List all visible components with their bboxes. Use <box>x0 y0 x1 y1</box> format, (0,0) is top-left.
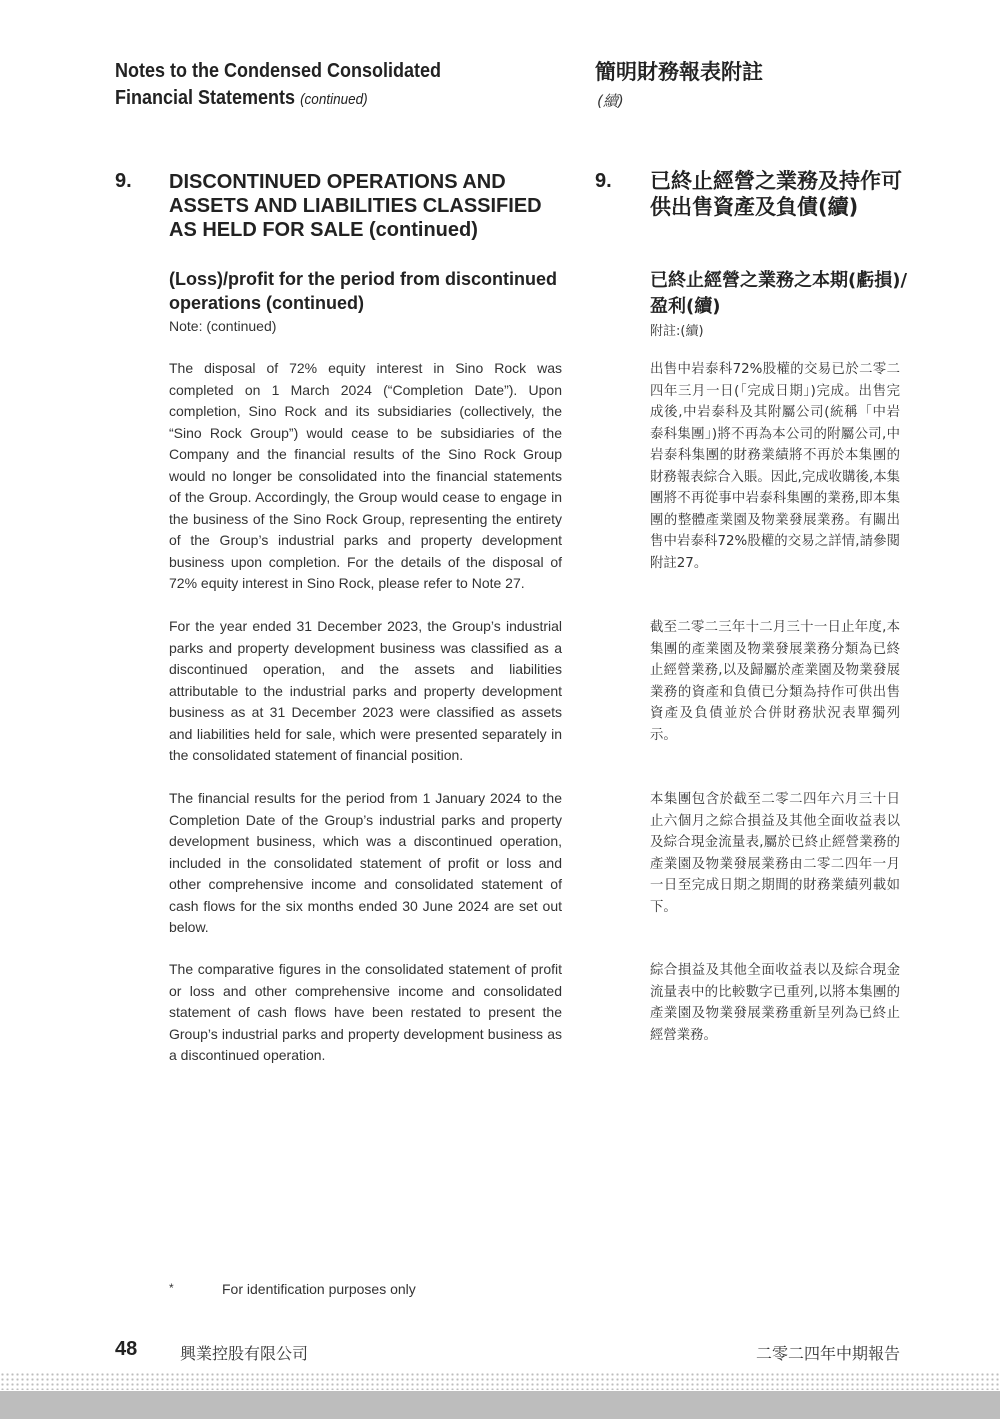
section-subtitle-en: (Loss)/profit for the period from discontinued operations (continued) <box>169 269 557 313</box>
footer-report-title: 二零二四年中期報告 <box>755 1344 900 1363</box>
footer-bar <box>0 1391 1000 1419</box>
footer-dot-pattern <box>0 1372 1000 1390</box>
header-title-en-line2-text: Financial Statements <box>115 87 296 109</box>
paragraph-zh-1: 出售中岩泰科72%股權的交易已於二零二四年三月一日(「完成日期」)完成。出售完成後,中岩泰科及其附屬公司(統稱「中岩泰科集團」)將不再為本公司的附屬公司,中岩泰科集團的財務業績將不再於本集團的財務報表綜合入賬。因此,完成收購後,本集團將不再從事中岩泰科集團的業務,即本集團的整體產業園及物業發展業務。有關出售中岩泰科72%股權的交易之詳情,請參閱附註27。 <box>650 362 900 571</box>
paragraph-zh-4: 綜合損益及其他全面收益表以及綜合現金流量表中的比較數字已重列,以將本集團的產業園及物業發展業務重新呈列為已終止經營業務。 <box>650 963 900 1043</box>
paragraph-en-4: The comparative figures in the consolidated statement of profit or loss and other comprehensive income and consolidated statement of cash flows have been restated to present the Group’s industrial parks and property development business as a discontinued operation. <box>169 961 562 1063</box>
paragraph-en-2: For the year ended 31 December 2023, the Group’s industrial parks and property development business was classified as a discontinued operation, and the assets and liabilities attributable to the industrial parks and property development business as at 31 December 2023 were classified as assets and liabilities held for sale, which were presented separately in the consolidated statement of financial position. <box>169 618 562 763</box>
footer-company-name: 興業控股有限公司 <box>180 1344 309 1363</box>
paragraph-zh-2: 截至二零二三年十二月三十一日止年度,本集團的產業園及物業發展業務分類為已終止經營業務,以及歸屬於產業園及物業發展業務的資產和負債已分類為持作可供出售資產及負債並於合併財務狀況表單獨列示。 <box>650 620 900 743</box>
section-subtitle-zh: 已終止經營之業務之本期(虧損)/盈利(續) <box>650 270 908 317</box>
paragraph-en-1: The disposal of 72% equity interest in Sino Rock was completed on 1 March 2024 (“Completion Date”). Upon completion, Sino Rock and its subsidiaries (collectively, the “Sino Rock Group”) would cease to be subsidiaries of the Company and the financial results of the Sino Rock Group would no longer be consolidated into the financial statements of the Group. Accordingly, the Group would cease to engage in the business of the Sino Rock Group, representing the entirety of the Group’s industrial parks and property development business upon completion. For the details of the disposal of 72% equity interest in Sino Rock, please refer to Note 27. <box>169 360 562 591</box>
section-title-en: DISCONTINUED OPERATIONS AND ASSETS AND LIABILITIES CLASSIFIED AS HELD FOR SALE (continued) <box>169 171 542 241</box>
header-title-en-line2 <box>115 85 441 113</box>
header-continued-zh: (續) <box>597 92 624 110</box>
section-note-zh: 附註:(續) <box>650 324 704 339</box>
section-note-en: Note: (continued) <box>169 318 277 334</box>
paragraph-en-3: The financial results for the period from 1 January 2024 to the Completion Date of the Group’s industrial parks and property development business, which was a discontinued operation, included in the consolidated statement of profit or loss and other comprehensive income and consolidated statement of cash flows for the six months ended 30 June 2024 are set out below. <box>169 790 562 935</box>
header-title-en <box>115 58 441 113</box>
header-title-en-line1: Notes to the Condensed Consolidated <box>115 60 442 82</box>
section-number-zh: 9. <box>595 170 612 192</box>
footnote-mark: * <box>169 1281 174 1295</box>
paragraph-zh-3: 本集團包含於截至二零二四年六月三十日止六個月之綜合損益及其他全面收益表以及綜合現金流量表,屬於已終止經營業務的產業園及物業發展業務由二零二四年一月一日至完成日期之期間的財務業績列載如下。 <box>650 792 900 915</box>
section-title-zh: 已終止經營之業務及持作可供出售資產及負債(續) <box>650 169 902 219</box>
header-title-zh: 簡明財務報表附註 <box>595 60 763 84</box>
header-continued-en: (continued) <box>300 91 368 108</box>
footnote-text: For identification purposes only <box>222 1281 416 1297</box>
page-number: 48 <box>115 1338 138 1360</box>
section-number-en: 9. <box>115 170 132 192</box>
